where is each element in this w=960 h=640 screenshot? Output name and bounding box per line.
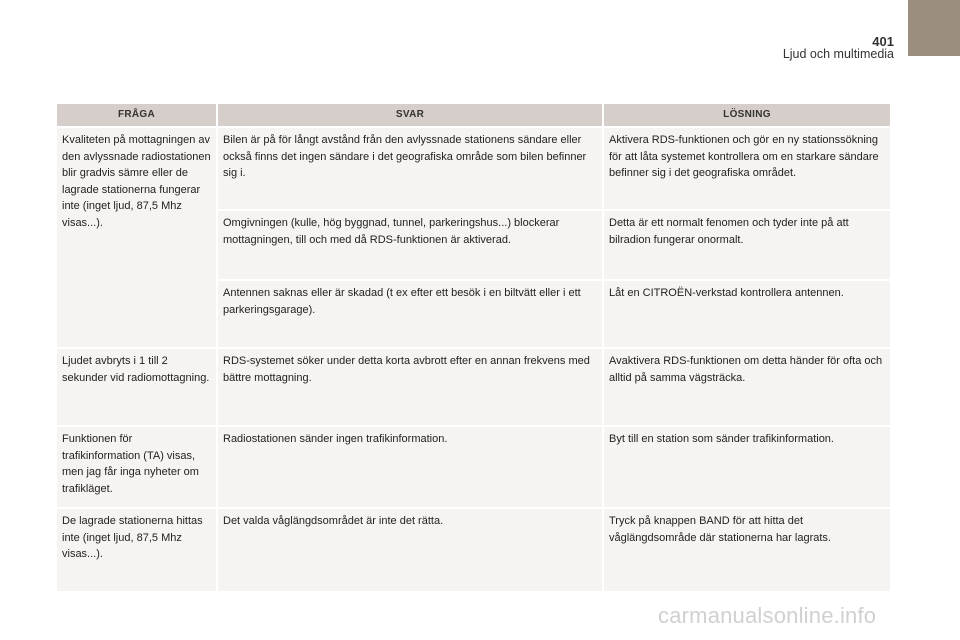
question-cell: Funktionen för trafikinformation (TA) visas, men jag får inga nyheter om trafikläget. <box>57 427 216 507</box>
solution-cell: Låt en CITROËN-verkstad kontrollera antennen. <box>604 281 890 347</box>
solution-cell: Byt till en station som sänder trafikinformation. <box>604 427 890 507</box>
answer-cell: Radiostationen sänder ingen trafikinformation. <box>218 427 602 507</box>
answer-cell: Bilen är på för långt avstånd från den avlyssnade stationens sändare eller också finns det ingen sändare i det geografiska område som bilen befinner sig i. <box>218 128 602 209</box>
question-cell: Kvaliteten på mottagningen av den avlyssnade radiostationen blir gradvis sämre eller de lagrade stationerna fungerar inte (inget ljud, 87,5 Mhz visas...). <box>57 128 216 347</box>
watermark: carmanualsonline.info <box>658 603 877 628</box>
chapter-tab <box>908 0 960 56</box>
column-header-answer: SVAR <box>218 104 602 126</box>
troubleshooting-table <box>57 104 886 591</box>
answer-cell: Antennen saknas eller är skadad (t ex efter ett besök i en biltvätt eller i ett parkeringsgarage). <box>218 281 602 347</box>
solution-cell: Tryck på knappen BAND för att hitta det våglängdsområde där stationerna har lagrats. <box>604 509 890 591</box>
answer-cell: Det valda våglängdsområdet är inte det rätta. <box>218 509 602 591</box>
column-header-question: FRÅGA <box>57 104 216 126</box>
question-cell: Ljudet avbryts i 1 till 2 sekunder vid radiomottagning. <box>57 349 216 425</box>
column-header-solution: LÖSNING <box>604 104 890 126</box>
answer-cell: Omgivningen (kulle, hög byggnad, tunnel, parkeringshus...) blockerar mottagningen, till och med då RDS-funktionen är aktiverad. <box>218 211 602 279</box>
section-title: Ljud och multimedia <box>782 47 894 61</box>
answer-cell: RDS-systemet söker under detta korta avbrott efter en annan frekvens med bättre mottagning. <box>218 349 602 425</box>
solution-cell: Aktivera RDS-funktionen och gör en ny stationssökning för att låta systemet kontrollera om en starkare sändare befinner sig i det geografiska området. <box>604 128 890 209</box>
solution-cell: Detta är ett normalt fenomen och tyder inte på att bilradion fungerar onormalt. <box>604 211 890 279</box>
page-number: 401 <box>872 34 894 49</box>
solution-cell: Avaktivera RDS-funktionen om detta händer för ofta och alltid på samma vägsträcka. <box>604 349 890 425</box>
question-cell: De lagrade stationerna hittas inte (inget ljud, 87,5 Mhz visas...). <box>57 509 216 591</box>
